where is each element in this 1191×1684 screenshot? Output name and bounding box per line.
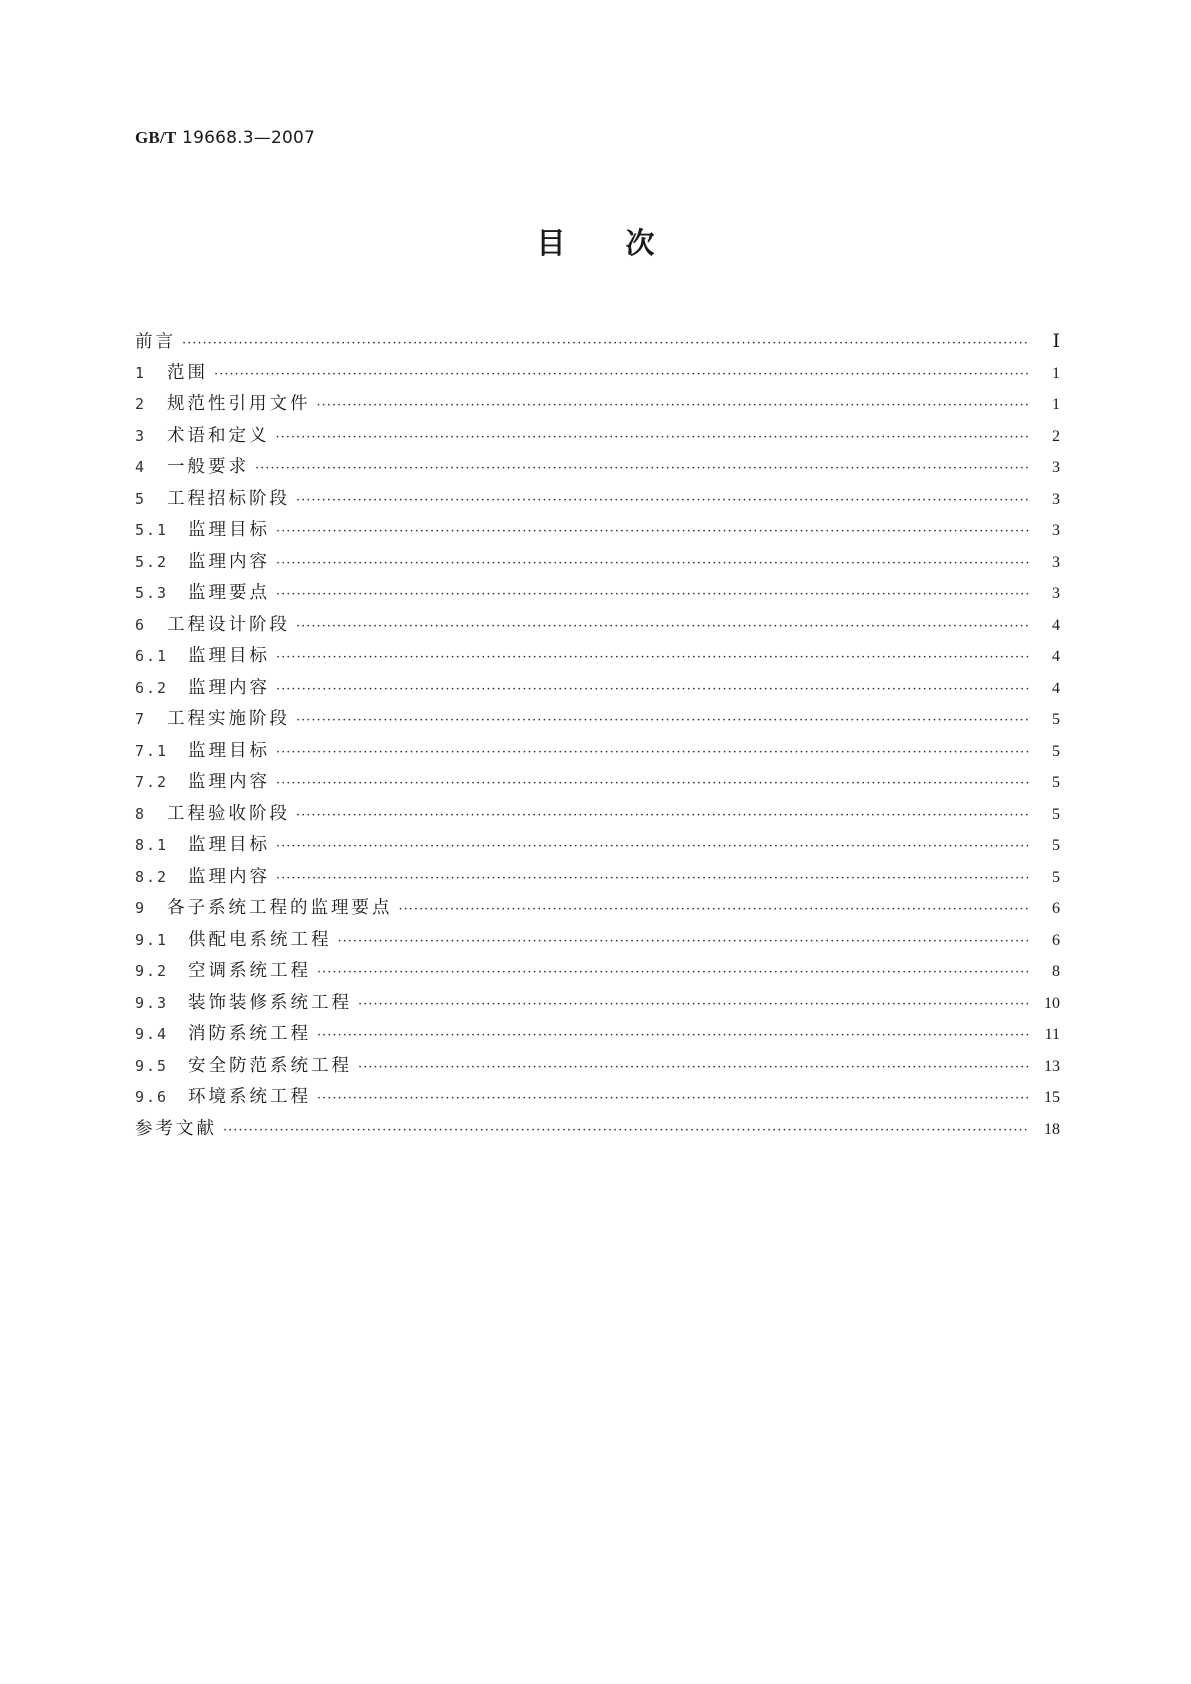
toc-entry-label: 术语和定义: [167, 425, 270, 446]
toc-entry-number: 7.2: [135, 773, 169, 791]
toc-entry[interactable]: [135, 610, 1060, 642]
toc-entry-label: 监理要点: [188, 583, 270, 603]
toc-dot-leader: [296, 485, 1030, 517]
toc-dot-leader: [317, 390, 1031, 422]
toc-entry-page: 18: [1044, 1120, 1060, 1138]
toc-entry-number: 9.1: [135, 930, 169, 949]
toc-entry-number: 9.4: [135, 1025, 169, 1043]
toc-entry[interactable]: [135, 736, 1060, 768]
toc-entry[interactable]: [135, 988, 1060, 1020]
toc-entry-number: 5: [135, 489, 147, 508]
toc-dot-leader: [358, 989, 1030, 1021]
toc-entry-label: 监理内容: [188, 772, 270, 792]
toc-dot-leader: [276, 642, 1030, 674]
toc-entry-number: 9: [135, 899, 147, 917]
toc-entry-label: 监理目标: [188, 646, 270, 666]
toc-dot-leader: [358, 1052, 1030, 1084]
standard-code-number: 19668.3—2007: [182, 128, 316, 148]
toc-entry[interactable]: [135, 862, 1060, 894]
toc-entry-label: 安全防范系统工程: [188, 1055, 352, 1076]
toc-entry-page: 1: [1052, 396, 1060, 413]
toc-dot-leader: [223, 1115, 1030, 1147]
toc-entry[interactable]: [135, 830, 1060, 862]
toc-entry-page: 5: [1052, 711, 1060, 728]
toc-entry-page: 15: [1044, 1089, 1060, 1106]
toc-dot-leader: [276, 737, 1030, 769]
toc-entry-number: 7.1: [135, 741, 169, 760]
toc-entry-number: 4: [135, 458, 147, 476]
toc-entry-page: 10: [1044, 994, 1060, 1012]
toc-entry[interactable]: [135, 547, 1060, 579]
toc-entry-label: 监理目标: [188, 835, 270, 855]
toc-entry[interactable]: [135, 421, 1060, 453]
toc-dot-leader: [296, 800, 1030, 832]
page-title: 目次: [536, 226, 715, 260]
toc-entry[interactable]: [135, 956, 1060, 988]
toc-entry-label: 工程设计阶段: [167, 614, 290, 635]
toc-entry-label: 工程招标阶段: [167, 488, 290, 509]
toc-entry-label: 监理内容: [188, 866, 270, 887]
toc-entry-label: 装饰装修系统工程: [188, 992, 352, 1013]
toc-entry-page: 1: [1052, 364, 1060, 382]
toc-dot-leader: [276, 831, 1030, 863]
toc-entry-page: 5: [1052, 774, 1060, 791]
toc-entry-page: 11: [1044, 1026, 1060, 1043]
toc-dot-leader: [276, 579, 1030, 611]
toc-entry-number: 8: [135, 804, 147, 823]
toc-entry-label: 工程验收阶段: [167, 803, 290, 824]
toc-entry[interactable]: [135, 641, 1060, 673]
toc-entry[interactable]: [135, 452, 1060, 484]
toc-entry-page: 4: [1052, 679, 1060, 697]
toc-entry-label: 监理目标: [188, 740, 270, 761]
toc-entry-label: 各子系统工程的监理要点: [167, 898, 393, 918]
toc-entry-label: 监理内容: [188, 677, 270, 698]
toc-entry-page: 4: [1052, 648, 1060, 665]
toc-entry-label: 前言: [135, 332, 176, 352]
toc-entry-page: Ⅰ: [1052, 331, 1060, 352]
toc-entry-label: 监理内容: [188, 551, 270, 572]
toc-entry-page: 5: [1052, 837, 1060, 854]
toc-entry-number: 1: [135, 363, 147, 382]
toc-dot-leader: [276, 422, 1031, 454]
toc-dot-leader: [338, 926, 1031, 958]
toc-entry-label: 供配电系统工程: [188, 929, 332, 950]
toc-entry-page: 5: [1052, 868, 1060, 886]
toc-entry-page: 5: [1052, 742, 1060, 760]
standard-code-prefix: GB/T: [135, 128, 177, 147]
toc-dot-leader: [214, 359, 1030, 391]
toc-entry-label: 消防系统工程: [188, 1024, 311, 1044]
toc-entry[interactable]: [135, 358, 1060, 390]
toc-entry-number: 9.6: [135, 1088, 169, 1106]
toc-dot-leader: [317, 1083, 1030, 1115]
toc-entry-number: 5.2: [135, 552, 169, 571]
toc-dot-leader: [317, 957, 1030, 989]
toc-entry-number: 6.1: [135, 647, 169, 665]
toc-dot-leader: [276, 863, 1030, 895]
toc-entry-number: 5.3: [135, 584, 169, 602]
toc-entry-label: 空调系统工程: [188, 961, 311, 981]
standard-code: [135, 128, 315, 148]
toc-entry-page: 13: [1044, 1057, 1060, 1075]
toc-entry-page: 3: [1052, 522, 1060, 539]
toc-entry-number: 2: [135, 395, 147, 413]
toc-entry[interactable]: [135, 326, 1060, 358]
toc-entry[interactable]: [135, 799, 1060, 831]
toc-entry-number: 9.5: [135, 1056, 169, 1075]
toc-dot-leader: [182, 328, 1030, 360]
toc-entry[interactable]: [135, 1114, 1060, 1146]
toc-entry-label: 环境系统工程: [188, 1087, 311, 1107]
toc-entry[interactable]: [135, 578, 1060, 610]
toc-entry-number: 3: [135, 426, 147, 445]
toc-entry[interactable]: [135, 484, 1060, 516]
toc-entry[interactable]: [135, 515, 1060, 547]
toc-entry-label: 监理目标: [188, 520, 270, 540]
toc-entry[interactable]: [135, 389, 1060, 421]
toc-entry[interactable]: [135, 1051, 1060, 1083]
toc-entry-page: 3: [1052, 553, 1060, 571]
toc-entry-page: 3: [1052, 585, 1060, 602]
table-of-contents: [135, 326, 1060, 1145]
toc-entry[interactable]: [135, 925, 1060, 957]
toc-entry-number: 6: [135, 615, 147, 634]
toc-dot-leader: [276, 516, 1030, 548]
toc-entry-page: 6: [1052, 931, 1060, 949]
toc-entry[interactable]: [135, 704, 1060, 736]
toc-entry-page: 8: [1052, 963, 1060, 980]
toc-entry-label: 工程实施阶段: [167, 709, 290, 729]
toc-entry-page: 6: [1052, 900, 1060, 917]
toc-entry-page: 3: [1052, 459, 1060, 476]
toc-entry[interactable]: [135, 1082, 1060, 1114]
toc-entry-label: 参考文献: [135, 1118, 217, 1139]
toc-dot-leader: [276, 548, 1030, 580]
toc-dot-leader: [296, 705, 1030, 737]
toc-entry-page: 5: [1052, 805, 1060, 823]
toc-entry[interactable]: [135, 767, 1060, 799]
toc-entry[interactable]: [135, 893, 1060, 925]
toc-entry-page: 4: [1052, 616, 1060, 634]
toc-entry-page: 2: [1052, 427, 1060, 445]
toc-entry-number: 9.3: [135, 993, 169, 1012]
toc-dot-leader: [399, 894, 1031, 926]
toc-entry-label: 一般要求: [167, 457, 249, 477]
toc-entry-number: 7: [135, 710, 147, 728]
toc-entry-page: 3: [1052, 490, 1060, 508]
toc-dot-leader: [255, 453, 1030, 485]
toc-entry[interactable]: [135, 1019, 1060, 1051]
toc-entry-number: 9.2: [135, 962, 169, 980]
toc-entry-number: 8.1: [135, 836, 169, 854]
toc-entry-label: 规范性引用文件: [167, 394, 311, 414]
toc-entry-number: 6.2: [135, 678, 169, 697]
toc-dot-leader: [276, 674, 1030, 706]
toc-entry-number: 8.2: [135, 867, 169, 886]
toc-entry[interactable]: [135, 673, 1060, 705]
toc-entry-number: 5.1: [135, 521, 169, 539]
toc-dot-leader: [276, 768, 1030, 800]
toc-entry-label: 范围: [167, 362, 208, 383]
toc-dot-leader: [317, 1020, 1030, 1052]
toc-dot-leader: [296, 611, 1030, 643]
